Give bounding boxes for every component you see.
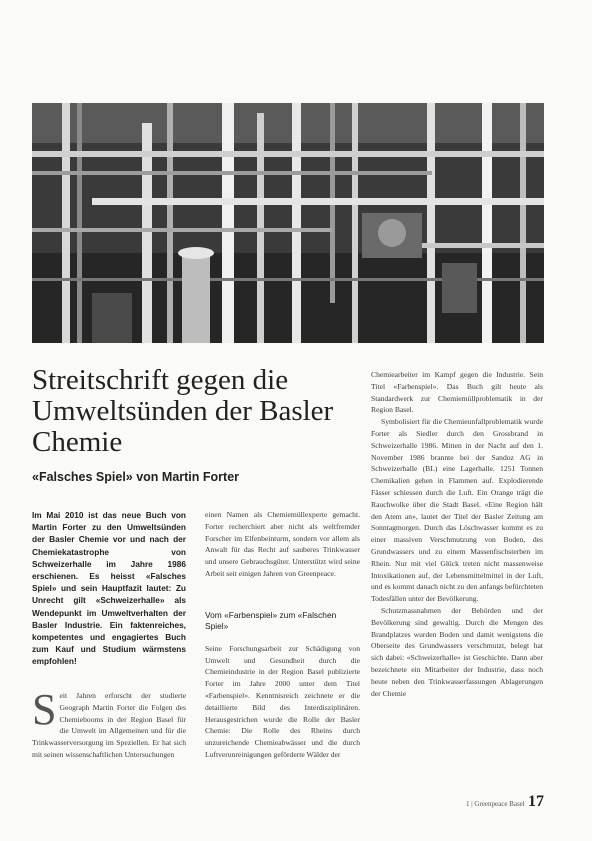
section-heading: Vom «Farbenspiel» zum «Falschen Spiel» <box>205 609 337 632</box>
body-paragraph: eit Jahren erforscht der studierte Geograph Martin Forter die Folgen des Chemiebooms in der Region Basel für die Umwelt im Allgemeinen und für die Trinkwasserversorgung im Speziellen. Er hat sich mit seinen wissenschaftlichen Untersuchungen <box>32 691 186 759</box>
body-column-2 <box>205 509 360 761</box>
page-number: 17 <box>528 793 544 810</box>
body-column-1 <box>32 685 186 761</box>
body-paragraph: Schutzmassnahmen der Behörden und der Bevölkerung sind gewaltig. Durch die Mengen des Brandplatzes wurden Boden und damit wenigstens die Oberseite des Grundwassers verschmutzt, belegt hat sich dabei: «Schweizerhalle» ist Geschichte. Dann aber bezeichnete ein Mitarbeiter der Industrie, dass noch heute neben den Trinkwasserfassungen Ablagerungen der Chemie <box>371 605 543 698</box>
header-photo-chemical-plant <box>32 103 544 343</box>
body-paragraph: einen Namen als Chemiemüllexperte gemacht. Forter recherchiert aber nicht als weltfremder Forscher im Elfenbeinturm, sondern vor allem als Anwalt für das Recht auf sauberes Trinkwasser und unsere Gebrauchsgüter. Unterstützt wird seine Arbeit seit einigen Jahren von Greenpeace. <box>205 510 360 578</box>
article-title: Streitschrift gegen die Umweltsünden der Basler Chemie <box>32 364 334 458</box>
body-column-3 <box>371 369 543 699</box>
article-subtitle: «Falsches Spiel» von Martin Forter <box>32 470 240 484</box>
drop-cap: S <box>32 685 57 734</box>
body-paragraph: Seine Forschungsarbeit zur Schädigung von Umwelt und Gesundheit durch die Chemieindustrie in der Region Basel publizierte Forter im Jahre 2000 unter dem Titel «Farbenspiel». Kenntnisreich zeichnete er die detaillierte Bild des Interdisziplinären. Herausgestrichen wurde die Rolle der Basler Chemie: Die Rolle des Rheins durch unzureichende Chemieabwässer und die durch Luftverunreinigungen geförderte Wälder der <box>205 643 360 759</box>
body-paragraph: Chemiearbeiter im Kampf gegen die Industrie. Sein Titel «Farbenspiel». Das Buch gilt heute als Standardwerk zur Chemiemüllproblematik in der Region Basel. <box>371 370 543 415</box>
page-folio: 1 | Greenpeace Basel <box>466 800 525 808</box>
article-lead: Im Mai 2010 ist das neue Buch von Martin Forter zu den Umweltsünden der Basler Chemie vor und nach der Chemiekatastrophe von Schweizerhalle im Jahre 1986 erschienen. Es heisst «Falsches Spiel» und sein Hauptfazit lautet: Zu Unrecht gilt «Schweizerhalle» als Wendepunkt im Umweltverhalten der Basler Industrie. Ein faktenreiches, kompetentes und engagiertes Buch zum Kauf und Studium wärmstens empfohlen! <box>32 510 186 667</box>
body-paragraph: Symbolisiert für die Chemieunfallproblematik wurde Forter als Siedler durch den Grossbrand in Schweizerhalle 1986. Mitten in der Nacht auf den 1. November 1986 brannte bei der Sandoz AG in Schweizerhalle (BL) eine Lagerhalle. 1251 Tonnen Chemikalien gehen in Flammen auf. Explodierende Fässer schiessen durch die Luft. Ein Orange trägt die Rauchwolke über die Stadt Basel. «Eine Region hält den Atem an», lautet der Titel der Basler Zeitung am Sonntagmorgen. Durch das Löschwasser kommt es zu einer massiven Verschmutzung von Boden, des Grundwassers und zu einem Massenfischsterben im Rhein. Nur mit viel Glück treten nicht massenweise Intoxikationen auf, der Lebensmittelmittel in der Luft, und es kommt danach nicht zu den anfangs befürchteten Todesfällen unter der Bevölkerung. <box>371 417 543 604</box>
